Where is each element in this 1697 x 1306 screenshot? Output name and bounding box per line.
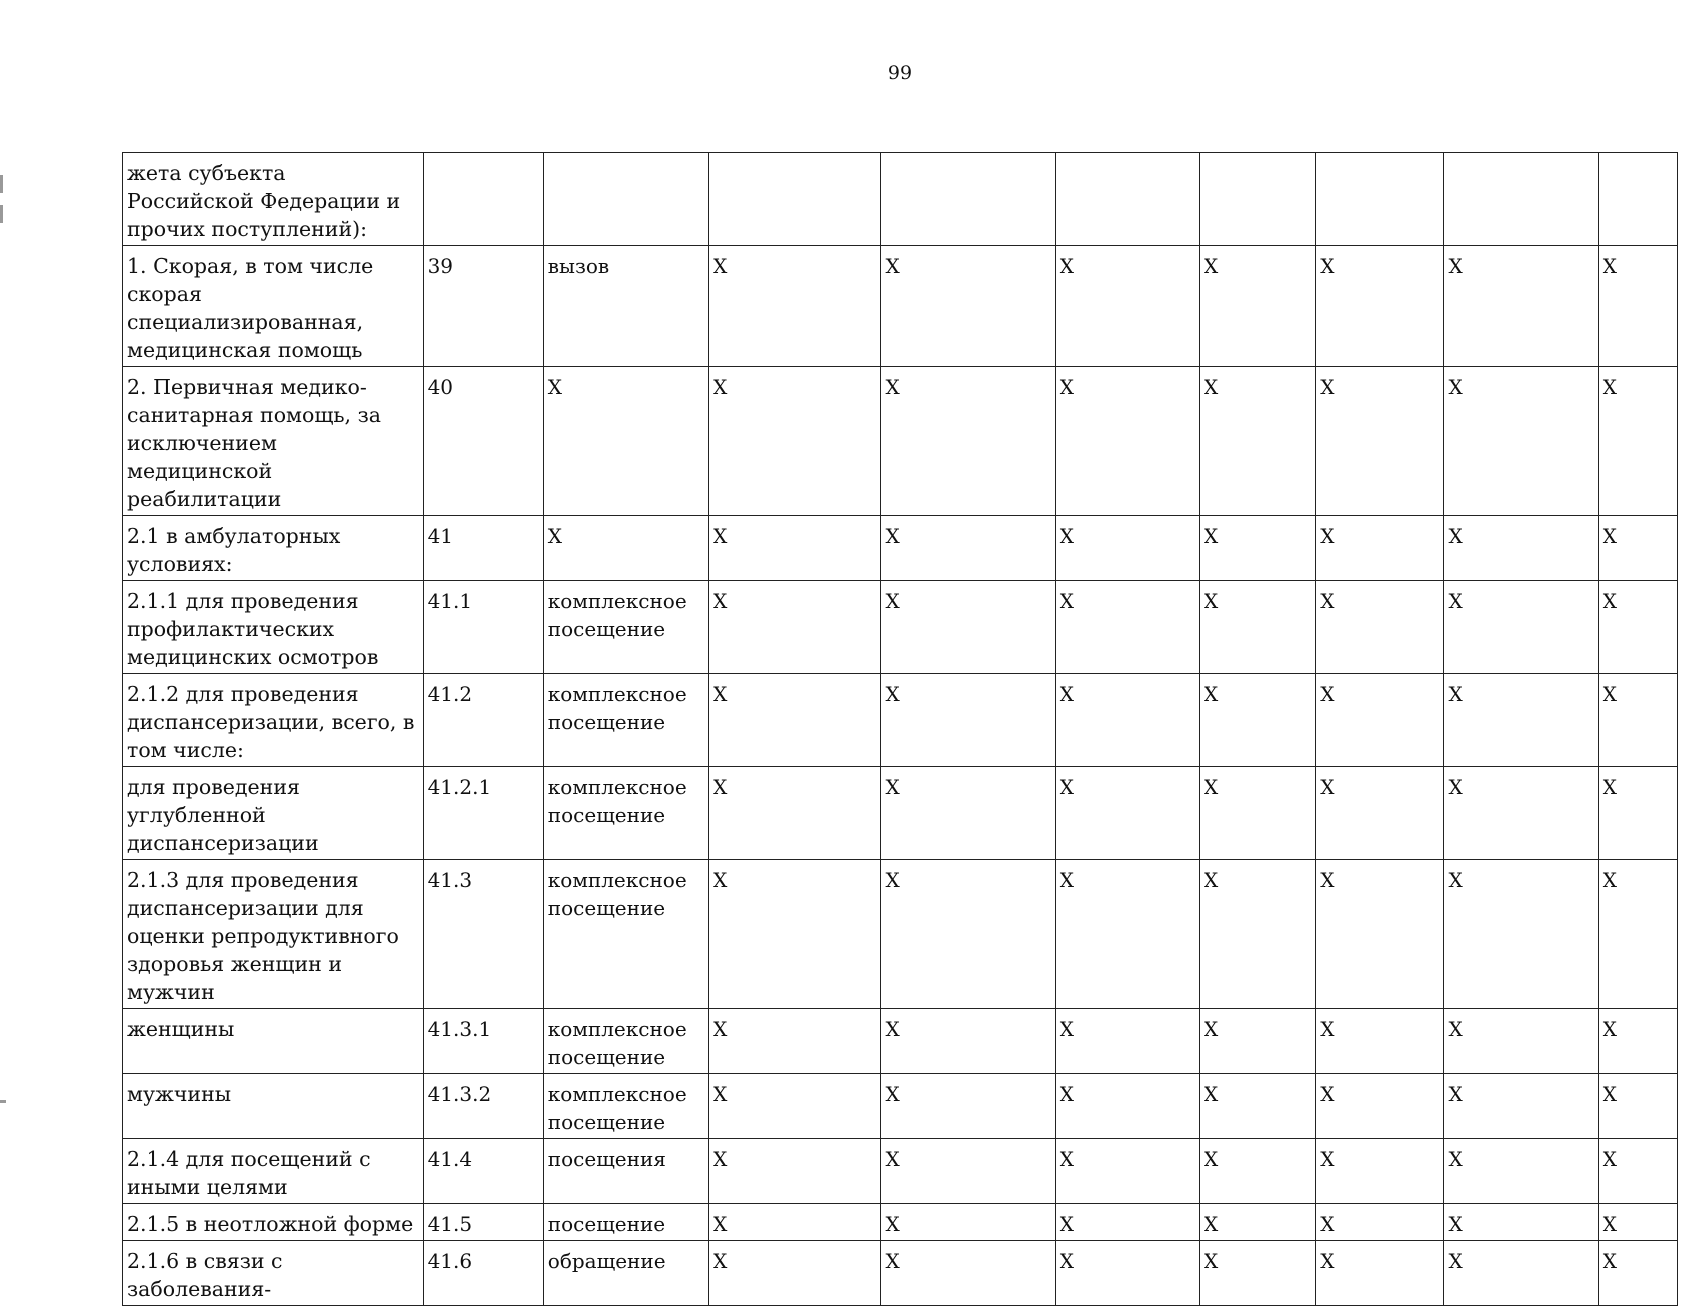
row-code-cell: 41.6 (423, 1241, 543, 1306)
table-row (123, 1074, 1678, 1139)
row-value-cell: X (1444, 367, 1598, 516)
row-value-cell: X (881, 674, 1055, 767)
row-value-cell: X (1316, 516, 1444, 581)
row-value-cell: X (1055, 860, 1199, 1009)
row-name-cell: жета субъекта Российской Федерации и прочих поступлений): (123, 153, 424, 246)
row-name-cell: 2.1.2 для проведения диспансеризации, всего, в том числе: (123, 674, 424, 767)
row-value-cell: X (1598, 767, 1677, 860)
row-value-cell: X (1200, 367, 1316, 516)
data-table (122, 152, 1678, 1306)
row-unit-cell: комплексное посещение (543, 1009, 708, 1074)
row-value-cell: X (1444, 674, 1598, 767)
row-value-cell: X (1316, 767, 1444, 860)
row-value-cell: X (1598, 860, 1677, 1009)
row-value-cell: X (881, 581, 1055, 674)
row-name-cell: 2. Первичная медико-санитарная помощь, за исключением медицинской реабилитации (123, 367, 424, 516)
row-value-cell: X (1200, 1009, 1316, 1074)
row-value-cell: X (1444, 767, 1598, 860)
row-value-cell: X (709, 860, 881, 1009)
row-name-cell: 2.1 в амбулаторных условиях: (123, 516, 424, 581)
table-row (123, 1139, 1678, 1204)
row-value-cell: X (1055, 367, 1199, 516)
row-value-cell: X (1055, 767, 1199, 860)
row-value-cell: X (1444, 581, 1598, 674)
row-value-cell: X (1444, 1009, 1598, 1074)
row-value-cell: X (1316, 1241, 1444, 1306)
row-code-cell (423, 153, 543, 246)
row-value-cell: X (881, 1074, 1055, 1139)
row-value-cell: X (1055, 1074, 1199, 1139)
row-value-cell: X (1055, 1241, 1199, 1306)
row-value-cell: X (1444, 516, 1598, 581)
row-value-cell: X (1316, 674, 1444, 767)
row-name-cell: мужчины (123, 1074, 424, 1139)
row-unit-cell: вызов (543, 246, 708, 367)
row-value-cell (1598, 153, 1677, 246)
row-value-cell: X (881, 516, 1055, 581)
row-unit-cell: комплексное посещение (543, 767, 708, 860)
row-code-cell: 40 (423, 367, 543, 516)
table-row (123, 1009, 1678, 1074)
table-row (123, 860, 1678, 1009)
row-value-cell: X (1200, 1139, 1316, 1204)
row-unit-cell (543, 153, 708, 246)
row-value-cell: X (1444, 1241, 1598, 1306)
row-value-cell: X (1598, 1074, 1677, 1139)
table-body (123, 153, 1678, 1306)
row-value-cell: X (709, 1009, 881, 1074)
row-value-cell: X (709, 767, 881, 860)
row-code-cell: 41.4 (423, 1139, 543, 1204)
row-value-cell: X (1055, 1139, 1199, 1204)
row-value-cell: X (1444, 246, 1598, 367)
row-value-cell: X (1598, 1241, 1677, 1306)
row-value-cell (1055, 153, 1199, 246)
row-value-cell (881, 153, 1055, 246)
row-value-cell: X (881, 1139, 1055, 1204)
row-value-cell: X (709, 1139, 881, 1204)
row-name-cell: 2.1.4 для посещений с иными целями (123, 1139, 424, 1204)
row-value-cell: X (1055, 1204, 1199, 1241)
row-value-cell: X (1316, 1204, 1444, 1241)
table-row (123, 153, 1678, 246)
table-row (123, 367, 1678, 516)
row-value-cell (1316, 153, 1444, 246)
table-row (123, 581, 1678, 674)
row-code-cell: 41 (423, 516, 543, 581)
row-value-cell: X (1055, 246, 1199, 367)
table-row (123, 1204, 1678, 1241)
row-value-cell: X (881, 367, 1055, 516)
row-value-cell: X (1316, 1009, 1444, 1074)
row-name-cell: женщины (123, 1009, 424, 1074)
row-code-cell: 41.3.2 (423, 1074, 543, 1139)
row-unit-cell: посещения (543, 1139, 708, 1204)
row-value-cell: X (1598, 367, 1677, 516)
row-value-cell: X (1444, 860, 1598, 1009)
row-code-cell: 41.1 (423, 581, 543, 674)
row-value-cell: X (881, 1009, 1055, 1074)
row-value-cell: X (1598, 1139, 1677, 1204)
row-value-cell: X (709, 674, 881, 767)
row-value-cell: X (1200, 516, 1316, 581)
row-value-cell: X (1055, 674, 1199, 767)
row-value-cell: X (1316, 1074, 1444, 1139)
row-value-cell: X (1598, 1204, 1677, 1241)
row-code-cell: 41.5 (423, 1204, 543, 1241)
row-value-cell: X (1200, 246, 1316, 367)
row-value-cell (709, 153, 881, 246)
row-unit-cell: X (543, 367, 708, 516)
row-value-cell: X (1444, 1204, 1598, 1241)
row-value-cell: X (1200, 1074, 1316, 1139)
row-unit-cell: комплексное посещение (543, 1074, 708, 1139)
row-value-cell: X (1200, 767, 1316, 860)
row-value-cell: X (881, 767, 1055, 860)
page-number: 99 (887, 62, 913, 84)
row-name-cell: для проведения углубленной диспансеризации (123, 767, 424, 860)
row-value-cell: X (1316, 1139, 1444, 1204)
row-value-cell: X (1598, 516, 1677, 581)
row-value-cell (1444, 153, 1598, 246)
row-code-cell: 41.2.1 (423, 767, 543, 860)
row-unit-cell: X (543, 516, 708, 581)
row-value-cell: X (1598, 674, 1677, 767)
row-value-cell: X (1444, 1139, 1598, 1204)
row-value-cell: X (709, 246, 881, 367)
row-value-cell: X (1055, 516, 1199, 581)
row-value-cell: X (709, 1204, 881, 1241)
row-value-cell: X (881, 860, 1055, 1009)
row-value-cell: X (1598, 246, 1677, 367)
row-value-cell: X (1316, 367, 1444, 516)
row-value-cell: X (881, 1204, 1055, 1241)
row-unit-cell: обращение (543, 1241, 708, 1306)
table-row (123, 1241, 1678, 1306)
row-code-cell: 41.3.1 (423, 1009, 543, 1074)
table-row (123, 246, 1678, 367)
row-name-cell: 2.1.6 в связи с заболевания- (123, 1241, 424, 1306)
row-value-cell: X (1200, 1204, 1316, 1241)
row-value-cell: X (709, 516, 881, 581)
row-value-cell: X (1444, 1074, 1598, 1139)
row-unit-cell: комплексное посещение (543, 860, 708, 1009)
row-value-cell: X (1316, 581, 1444, 674)
row-value-cell: X (709, 581, 881, 674)
row-value-cell: X (1598, 1009, 1677, 1074)
row-code-cell: 39 (423, 246, 543, 367)
row-name-cell: 2.1.1 для проведения профилактических медицинских осмотров (123, 581, 424, 674)
row-unit-cell: посещение (543, 1204, 708, 1241)
row-value-cell: X (1200, 1241, 1316, 1306)
row-value-cell: X (1200, 581, 1316, 674)
row-value-cell: X (709, 1241, 881, 1306)
row-value-cell (1200, 153, 1316, 246)
row-value-cell: X (1316, 860, 1444, 1009)
row-value-cell: X (1316, 246, 1444, 367)
row-name-cell: 1. Скорая, в том числе скорая специализированная, медицинская помощь (123, 246, 424, 367)
row-value-cell: X (709, 367, 881, 516)
row-name-cell: 2.1.3 для проведения диспансеризации для оценки репродуктивного здоровья женщин и мужчин (123, 860, 424, 1009)
table-row (123, 516, 1678, 581)
scan-edge-marks (0, 0, 8, 1200)
row-value-cell: X (881, 246, 1055, 367)
row-value-cell: X (1200, 674, 1316, 767)
row-code-cell: 41.2 (423, 674, 543, 767)
row-name-cell: 2.1.5 в неотложной форме (123, 1204, 424, 1241)
table-row (123, 674, 1678, 767)
row-value-cell: X (709, 1074, 881, 1139)
row-value-cell: X (1200, 860, 1316, 1009)
row-value-cell: X (1055, 1009, 1199, 1074)
row-unit-cell: комплексное посещение (543, 674, 708, 767)
row-value-cell: X (881, 1241, 1055, 1306)
row-value-cell: X (1598, 581, 1677, 674)
table-row (123, 767, 1678, 860)
row-code-cell: 41.3 (423, 860, 543, 1009)
row-unit-cell: комплексное посещение (543, 581, 708, 674)
row-value-cell: X (1055, 581, 1199, 674)
